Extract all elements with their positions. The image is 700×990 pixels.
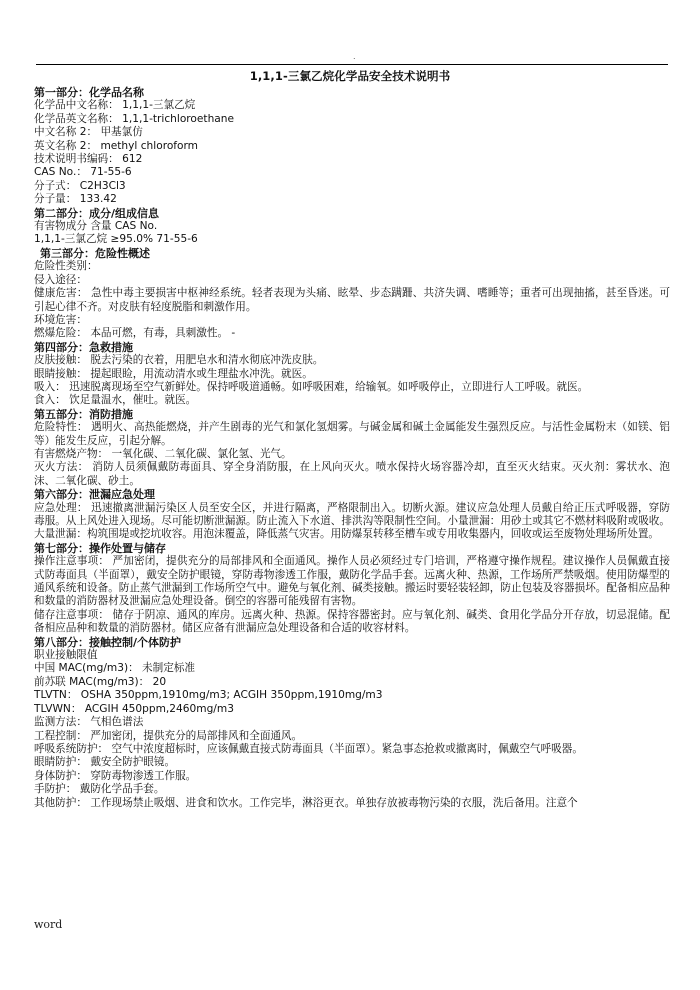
body-line: 健康危害： 急性中毒主要损害中枢神经系统。轻者表现为头痛、眩晕、步态蹒跚、共济失调、嗜睡等；重者可出现抽搐，甚至昏迷。可引起心律不齐。对皮肤有轻度脱脂和刺激作用。 — [34, 287, 670, 313]
body-line: TLVTN： OSHA 350ppm,1910mg/m3; ACGIH 350ppm,1910mg/m3 — [34, 689, 383, 702]
body-line: 操作注意事项： 严加密闭，提供充分的局部排风和全面通风。操作人员必须经过专门培训，严格遵守操作规程。建议操作人员佩戴直接式防毒面具（半面罩），戴安全防护眼镜，穿防毒物渗透工作服，戴防化学品手套。远离火种、热源，工作场所严禁吸烟。使用防爆型的通风系统和设备。防止蒸气泄漏到工作场所空气中。避免与氧化剂、碱类接触。搬运时要轻装轻卸，防止包装及容器损坏。配备相应品种和数量的消防器材及泄漏应急处理设备。倒空的容器可能残留有害物。 — [34, 555, 670, 608]
body-line: 身体防护： 穿防毒物渗透工作服。 — [34, 769, 197, 782]
body-line: 化学品中文名称： 1,1,1-三氯乙烷 — [34, 99, 196, 112]
body-line: 燃爆危险： 本品可燃，有毒，具刺激性。 - — [34, 327, 236, 340]
body-line: 环境危害： — [34, 313, 87, 326]
body-line: 中国 MAC(mg/m3)： 未制定标准 — [34, 662, 196, 675]
body-line: 危险特性： 遇明火、高热能燃烧，并产生剧毒的光气和氯化氢烟雾。与碱金属和碱土金属能发生强烈反应。与活性金属粉末（如镁、铝等）能发生反应，引起分解。 — [34, 421, 670, 447]
body-line: 呼吸系统防护： 空气中浓度超标时，应该佩戴直接式防毒面具（半面罩）。紧急事态抢救或撤离时，佩戴空气呼吸器。 — [34, 742, 583, 755]
body-line: 有害燃烧产物： 一氧化碳、二氧化碳、氯化氢、光气。 — [34, 447, 292, 460]
footer-label: word — [34, 918, 63, 931]
section-heading: 第四部分：急救措施 — [34, 340, 133, 354]
body-line: 其他防护： 工作现场禁止吸烟、进食和饮水。工作完毕，淋浴更衣。单独存放被毒物污染的衣服，洗后备用。注意个 — [34, 796, 578, 809]
body-line: 食入： 饮足量温水，催吐。就医。 — [34, 394, 197, 407]
section-heading: 第八部分：接触控制/个体防护 — [34, 635, 182, 649]
body-line: 监测方法： 气相色谱法 — [34, 716, 144, 729]
body-line: 技术说明书编码： 612 — [34, 153, 143, 166]
body-line: 职业接触限值 — [34, 649, 98, 662]
body-line: 工程控制： 严加密闭，提供充分的局部排风和全面通风。 — [34, 729, 303, 742]
document-body — [34, 86, 670, 810]
section-heading: 第三部分：危险性概述 — [40, 246, 150, 260]
header-dot: . — [353, 52, 356, 61]
body-line: 化学品英文名称： 1,1,1-trichloroethane — [34, 112, 235, 125]
body-line: 分子式： C2H3Cl3 — [34, 179, 126, 192]
body-line: 储存注意事项： 储存于阴凉、通风的库房。远离火种、热源。保持容器密封。应与氧化剂、碱类、食用化学品分开存放，切忌混储。配备相应品种和数量的消防器材。储区应备有泄漏应急处理设备和合适的收容材料。 — [34, 608, 670, 635]
body-line: 应急处理： 迅速撤离泄漏污染区人员至安全区，并进行隔离，严格限制出入。切断火源。建议应急处理人员戴自给正压式呼吸器，穿防毒服。从上风处进入现场。尽可能切断泄漏源。防止流入下水道、排洪沟等限制性空间。小量泄漏：用砂土或其它不燃材料吸附或吸收。大量泄漏：构筑围堤或挖坑收容。用泡沫覆盖，降低蒸气灾害。用防爆泵转移至槽车或专用收集器内，回收或运至废物处理场所处置。 — [34, 501, 670, 541]
body-line: TLVWN： ACGIH 450ppm,2460mg/m3 — [34, 702, 234, 715]
body-line: 眼睛接触： 提起眼睑，用流动清水或生理盐水冲洗。就医。 — [34, 367, 313, 380]
body-line: 中文名称 2： 甲基氯仿 — [34, 126, 143, 139]
body-line: 危险性类别： — [34, 260, 98, 273]
body-line: 眼睛防护： 戴安全防护眼镜。 — [34, 756, 176, 769]
body-line: 1,1,1-三氯乙烷 ≥95.0% 71-55-6 — [34, 233, 198, 246]
section-heading: 第六部分：泄漏应急处理 — [34, 488, 155, 502]
body-line: 英文名称 2： methyl chloroform — [34, 139, 198, 152]
header-rule — [36, 64, 668, 65]
body-line: 皮肤接触： 脱去污染的衣着，用肥皂水和清水彻底冲洗皮肤。 — [34, 354, 324, 367]
body-line: 前苏联 MAC(mg/m3)： 20 — [34, 675, 167, 688]
body-line: 有害物成分 含量 CAS No. — [34, 220, 158, 233]
section-heading: 第七部分：操作处置与储存 — [34, 541, 166, 555]
section-heading: 第五部分：消防措施 — [34, 407, 133, 421]
section-heading: 第一部分：化学品名称 — [34, 86, 144, 99]
body-line: 灭火方法： 消防人员须佩戴防毒面具、穿全身消防服，在上风向灭火。喷水保持火场容器冷却，直至灭火结束。灭火剂：雾状水、泡沫、二氧化碳、砂土。 — [34, 461, 670, 487]
body-line: 吸入： 迅速脱离现场至空气新鲜处。保持呼吸道通畅。如呼吸困难，给输氧。如呼吸停止，立即进行人工呼吸。就医。 — [34, 380, 589, 393]
document-title: 1,1,1-三氯乙烷化学品安全技术说明书 — [249, 69, 451, 83]
body-line: 手防护： 戴防化学品手套。 — [34, 783, 165, 796]
section-heading: 第二部分：成分/组成信息 — [34, 206, 160, 220]
body-line: 分子量： 133.42 — [34, 193, 117, 206]
body-line: 侵入途径： — [34, 273, 87, 286]
body-line: CAS No.： 71-55-6 — [34, 166, 132, 179]
